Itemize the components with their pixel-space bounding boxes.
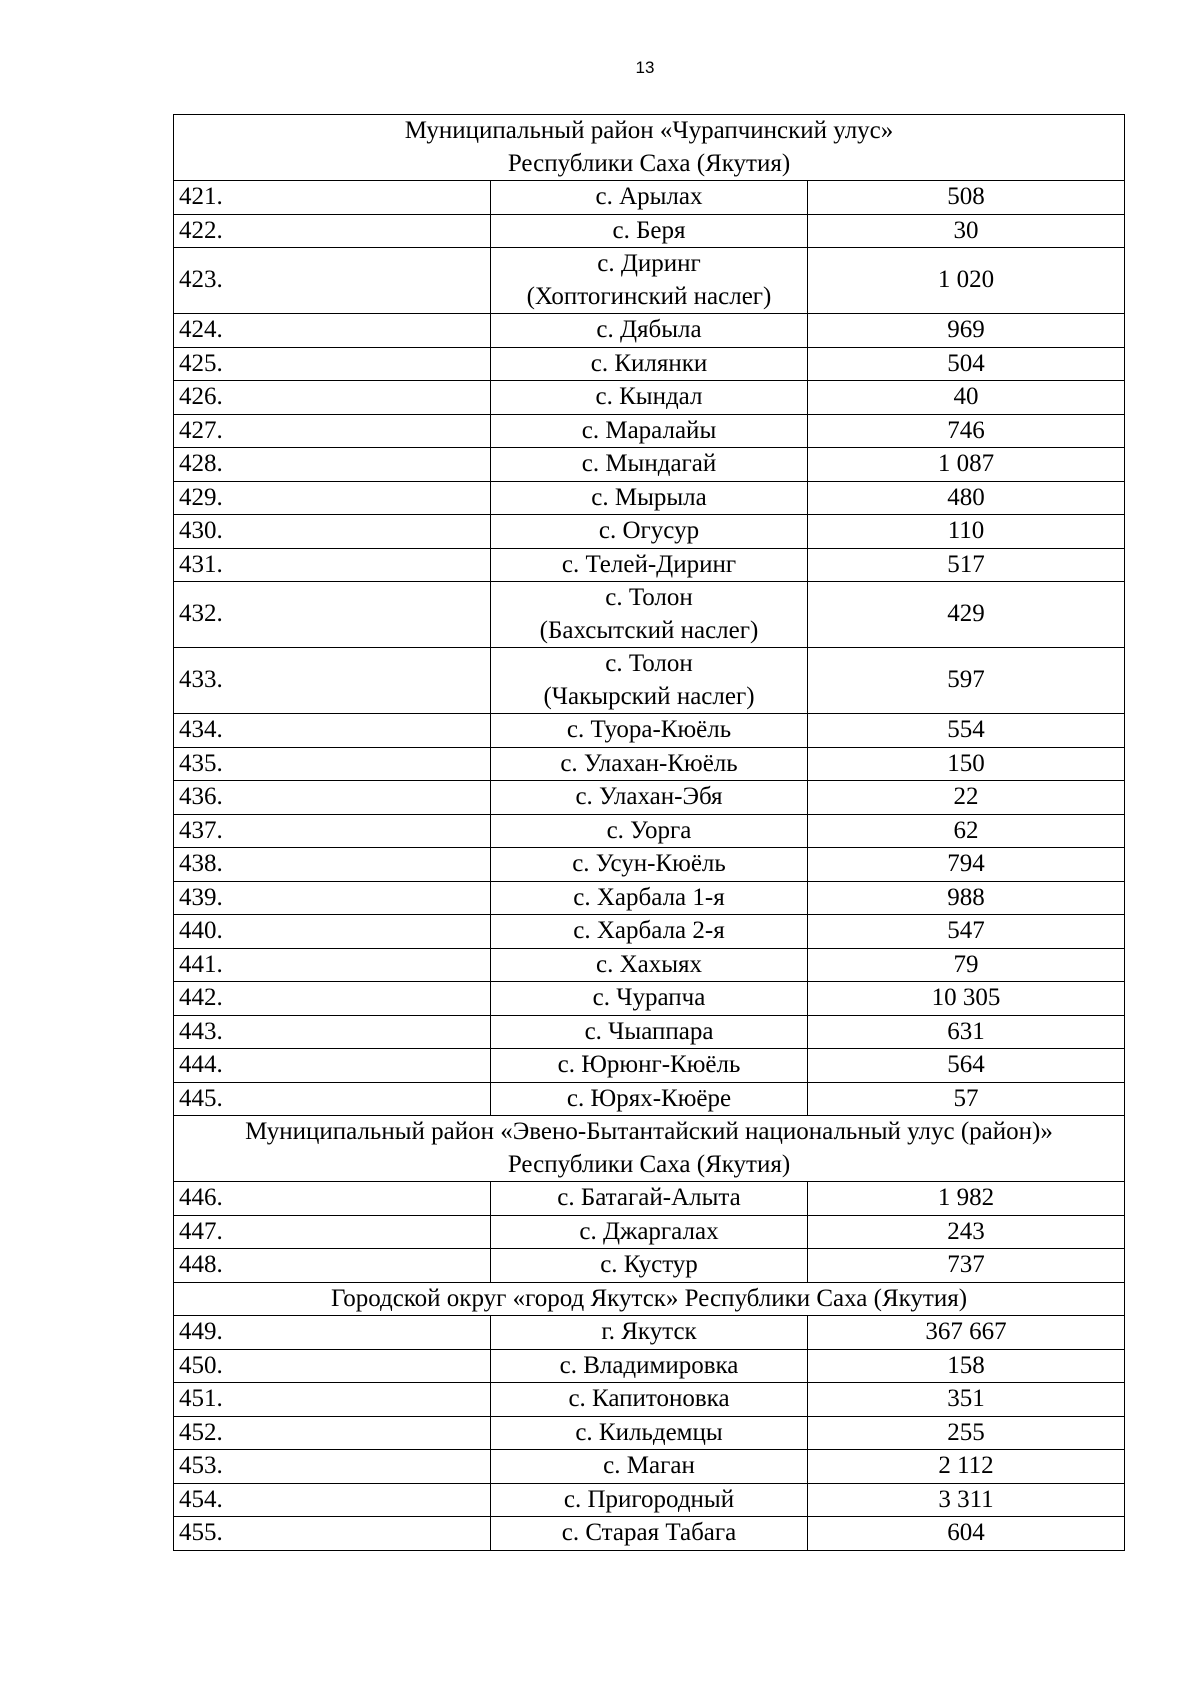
population-value: 508 bbox=[808, 181, 1125, 215]
population-value: 969 bbox=[808, 314, 1125, 348]
population-value: 79 bbox=[808, 948, 1125, 982]
settlement-name-line: г. Якутск bbox=[601, 1318, 697, 1345]
table-row bbox=[174, 948, 1125, 982]
settlement-name-line: с. Юрюнг-Кюёль bbox=[557, 1051, 741, 1078]
population-value: 367 667 bbox=[808, 1316, 1125, 1350]
row-number: 430. bbox=[174, 515, 491, 549]
settlement-name-line: с. Улахан-Эбя bbox=[575, 783, 723, 810]
table-row bbox=[174, 1049, 1125, 1083]
settlement-name bbox=[491, 982, 808, 1016]
row-number: 436. bbox=[174, 781, 491, 815]
row-number: 431. bbox=[174, 548, 491, 582]
population-value: 40 bbox=[808, 381, 1125, 415]
settlement-name bbox=[491, 781, 808, 815]
section-header-row bbox=[174, 1116, 1125, 1182]
settlement-name-line: с. Мырыла bbox=[591, 483, 707, 511]
settlement-name bbox=[491, 1450, 808, 1484]
settlements-table-body bbox=[174, 115, 1125, 1551]
table-row bbox=[174, 515, 1125, 549]
settlement-name bbox=[491, 548, 808, 582]
row-number: 440. bbox=[174, 915, 491, 949]
settlement-name-line: с. Старая Табага bbox=[561, 1519, 737, 1546]
population-value: 547 bbox=[808, 915, 1125, 949]
settlement-name-line: с. Чурапча bbox=[592, 984, 706, 1011]
settlement-name-line: с. Кильдемцы bbox=[575, 1418, 723, 1446]
settlement-name bbox=[491, 814, 808, 848]
population-value: 30 bbox=[808, 214, 1125, 248]
population-value: 2 112 bbox=[808, 1450, 1125, 1484]
population-value: 1 982 bbox=[808, 1182, 1125, 1216]
row-number: 427. bbox=[174, 414, 491, 448]
settlement-name bbox=[491, 1349, 808, 1383]
row-number: 445. bbox=[174, 1082, 491, 1116]
population-value: 517 bbox=[808, 548, 1125, 582]
population-value: 22 bbox=[808, 781, 1125, 815]
section-title bbox=[174, 1282, 1125, 1316]
section-header-row bbox=[174, 115, 1125, 181]
row-number: 447. bbox=[174, 1215, 491, 1249]
row-number: 429. bbox=[174, 481, 491, 515]
population-value: 504 bbox=[808, 347, 1125, 381]
settlement-name-line: с. Пригородный bbox=[563, 1485, 735, 1513]
settlement-name bbox=[491, 448, 808, 482]
settlement-name bbox=[491, 1015, 808, 1049]
row-number: 439. bbox=[174, 881, 491, 915]
row-number: 424. bbox=[174, 314, 491, 348]
table-row bbox=[174, 848, 1125, 882]
settlement-name bbox=[491, 714, 808, 748]
settlement-name-line: с. Телей-Диринг bbox=[561, 550, 737, 578]
section-title-line: Республики Саха (Якутия) bbox=[507, 1150, 791, 1178]
population-value: 794 bbox=[808, 848, 1125, 882]
settlement-name-line: с. Дябыла bbox=[596, 316, 702, 343]
section-title-line: Муниципальный район «Эвено-Бытантайский национальный улус (район)» bbox=[245, 1118, 1053, 1145]
settlement-name-line: с. Маган bbox=[603, 1452, 695, 1479]
settlement-name-line: с. Юрях-Кюёре bbox=[566, 1084, 732, 1112]
table-row bbox=[174, 1082, 1125, 1116]
settlement-name bbox=[491, 481, 808, 515]
population-value: 1 087 bbox=[808, 448, 1125, 482]
population-value: 737 bbox=[808, 1249, 1125, 1283]
settlement-name-line: с. Беря bbox=[612, 216, 686, 244]
table-row bbox=[174, 1316, 1125, 1350]
section-title-line: Муниципальный район «Чурапчинский улус» bbox=[404, 117, 894, 144]
settlement-name-line: с. Килянки bbox=[590, 349, 708, 377]
settlement-name bbox=[491, 1182, 808, 1216]
table-row bbox=[174, 1483, 1125, 1517]
population-value: 110 bbox=[808, 515, 1125, 549]
table-row bbox=[174, 747, 1125, 781]
row-number: 423. bbox=[174, 248, 491, 314]
row-number: 453. bbox=[174, 1450, 491, 1484]
row-number: 435. bbox=[174, 747, 491, 781]
row-number: 446. bbox=[174, 1182, 491, 1216]
population-value: 3 311 bbox=[808, 1483, 1125, 1517]
table-row bbox=[174, 1182, 1125, 1216]
row-number: 454. bbox=[174, 1483, 491, 1517]
table-row bbox=[174, 781, 1125, 815]
row-number: 432. bbox=[174, 582, 491, 648]
settlement-name bbox=[491, 1517, 808, 1551]
settlement-name-line: с. Харбала 2-я bbox=[573, 917, 725, 944]
population-value: 158 bbox=[808, 1349, 1125, 1383]
population-value: 57 bbox=[808, 1082, 1125, 1116]
table-row bbox=[174, 347, 1125, 381]
population-value: 351 bbox=[808, 1383, 1125, 1417]
settlement-name bbox=[491, 1215, 808, 1249]
settlement-name bbox=[491, 515, 808, 549]
settlements-table bbox=[173, 114, 1125, 1551]
section-title-line: Республики Саха (Якутия) bbox=[507, 149, 791, 177]
row-number: 442. bbox=[174, 982, 491, 1016]
settlement-name-line: с. Кындал bbox=[595, 383, 703, 410]
row-number: 422. bbox=[174, 214, 491, 248]
row-number: 433. bbox=[174, 648, 491, 714]
row-number: 437. bbox=[174, 814, 491, 848]
table-row bbox=[174, 481, 1125, 515]
row-number: 426. bbox=[174, 381, 491, 415]
settlement-name-line: с. Туора-Кюёль bbox=[566, 716, 732, 743]
table-row bbox=[174, 414, 1125, 448]
section-header-row bbox=[174, 1282, 1125, 1316]
settlement-name bbox=[491, 1483, 808, 1517]
settlement-name bbox=[491, 915, 808, 949]
row-number: 455. bbox=[174, 1517, 491, 1551]
settlement-name bbox=[491, 948, 808, 982]
settlement-name bbox=[491, 214, 808, 248]
settlement-name-line: с. Капитоновка bbox=[568, 1385, 730, 1412]
population-value: 746 bbox=[808, 414, 1125, 448]
population-value: 988 bbox=[808, 881, 1125, 915]
population-value: 255 bbox=[808, 1416, 1125, 1450]
table-row bbox=[174, 1015, 1125, 1049]
section-title bbox=[174, 1116, 1125, 1182]
settlement-name bbox=[491, 1049, 808, 1083]
row-number: 428. bbox=[174, 448, 491, 482]
settlement-name bbox=[491, 1416, 808, 1450]
table-row bbox=[174, 814, 1125, 848]
settlement-name-line: с. Батагай-Алыта bbox=[557, 1184, 741, 1211]
settlement-name bbox=[491, 347, 808, 381]
section-title-line: Городской округ «город Якутск» Республики Саха (Якутия) bbox=[330, 1284, 968, 1312]
population-value: 554 bbox=[808, 714, 1125, 748]
row-number: 441. bbox=[174, 948, 491, 982]
settlement-name bbox=[491, 648, 808, 714]
row-number: 421. bbox=[174, 181, 491, 215]
row-number: 450. bbox=[174, 1349, 491, 1383]
table-row bbox=[174, 1450, 1125, 1484]
population-value: 150 bbox=[808, 747, 1125, 781]
population-value: 10 305 bbox=[808, 982, 1125, 1016]
table-row bbox=[174, 214, 1125, 248]
table-row bbox=[174, 915, 1125, 949]
settlement-name-line: с. Толон bbox=[605, 650, 693, 677]
table-row bbox=[174, 248, 1125, 314]
settlement-name-line: с. Харбала 1-я bbox=[573, 883, 725, 911]
settlement-name bbox=[491, 848, 808, 882]
settlement-name-line: с. Чыаппара bbox=[584, 1017, 714, 1045]
table-row bbox=[174, 1517, 1125, 1551]
table-row bbox=[174, 714, 1125, 748]
settlement-name-line: (Хоптогинский наслег) bbox=[526, 282, 772, 310]
population-value: 243 bbox=[808, 1215, 1125, 1249]
settlement-name-line: с. Улахан-Кюёль bbox=[560, 749, 738, 777]
row-number: 438. bbox=[174, 848, 491, 882]
row-number: 443. bbox=[174, 1015, 491, 1049]
settlement-name-line: с. Уорга bbox=[606, 816, 692, 844]
row-number: 448. bbox=[174, 1249, 491, 1283]
population-value: 564 bbox=[808, 1049, 1125, 1083]
table-row bbox=[174, 881, 1125, 915]
settlement-name-line: с. Арылах bbox=[595, 183, 703, 210]
table-row bbox=[174, 181, 1125, 215]
settlement-name bbox=[491, 881, 808, 915]
settlement-name-line: (Чакырский наслег) bbox=[543, 682, 755, 710]
settlement-name bbox=[491, 1082, 808, 1116]
settlement-name bbox=[491, 381, 808, 415]
settlement-name bbox=[491, 181, 808, 215]
row-number: 452. bbox=[174, 1416, 491, 1450]
settlement-name-line: с. Владимировка bbox=[559, 1351, 739, 1379]
settlement-name-line: (Бахсытский наслег) bbox=[539, 616, 759, 644]
row-number: 451. bbox=[174, 1383, 491, 1417]
settlement-name-line: с. Усун-Кюёль bbox=[572, 850, 726, 877]
table-row bbox=[174, 314, 1125, 348]
table-row bbox=[174, 448, 1125, 482]
settlement-name-line: с. Огусур bbox=[598, 517, 700, 544]
table-row bbox=[174, 381, 1125, 415]
page-number: 13 bbox=[635, 58, 655, 77]
table-row bbox=[174, 1383, 1125, 1417]
population-value: 480 bbox=[808, 481, 1125, 515]
settlement-name-line: с. Кустур bbox=[600, 1251, 698, 1278]
settlement-name bbox=[491, 1383, 808, 1417]
table-row bbox=[174, 1416, 1125, 1450]
table-row bbox=[174, 1249, 1125, 1283]
settlement-name-line: с. Диринг bbox=[597, 250, 701, 277]
population-value: 597 bbox=[808, 648, 1125, 714]
settlement-name bbox=[491, 314, 808, 348]
settlement-name-line: с. Маралайы bbox=[581, 416, 717, 444]
settlement-name bbox=[491, 1316, 808, 1350]
table-row bbox=[174, 1349, 1125, 1383]
settlement-name bbox=[491, 414, 808, 448]
settlement-name bbox=[491, 747, 808, 781]
population-value: 631 bbox=[808, 1015, 1125, 1049]
settlement-name bbox=[491, 582, 808, 648]
settlement-name-line: с. Мындагай bbox=[581, 450, 717, 477]
table-row bbox=[174, 982, 1125, 1016]
table-row bbox=[174, 582, 1125, 648]
table-row bbox=[174, 548, 1125, 582]
settlement-name-line: с. Хахыях bbox=[595, 950, 703, 978]
table-row bbox=[174, 1215, 1125, 1249]
population-value: 1 020 bbox=[808, 248, 1125, 314]
row-number: 425. bbox=[174, 347, 491, 381]
row-number: 444. bbox=[174, 1049, 491, 1083]
row-number: 449. bbox=[174, 1316, 491, 1350]
population-value: 429 bbox=[808, 582, 1125, 648]
settlement-name bbox=[491, 248, 808, 314]
settlement-name-line: с. Толон bbox=[605, 584, 693, 611]
settlement-name bbox=[491, 1249, 808, 1283]
population-value: 604 bbox=[808, 1517, 1125, 1551]
row-number: 434. bbox=[174, 714, 491, 748]
table-row bbox=[174, 648, 1125, 714]
settlement-name-line: с. Джаргалах bbox=[579, 1217, 719, 1245]
population-value: 62 bbox=[808, 814, 1125, 848]
section-title bbox=[174, 115, 1125, 181]
